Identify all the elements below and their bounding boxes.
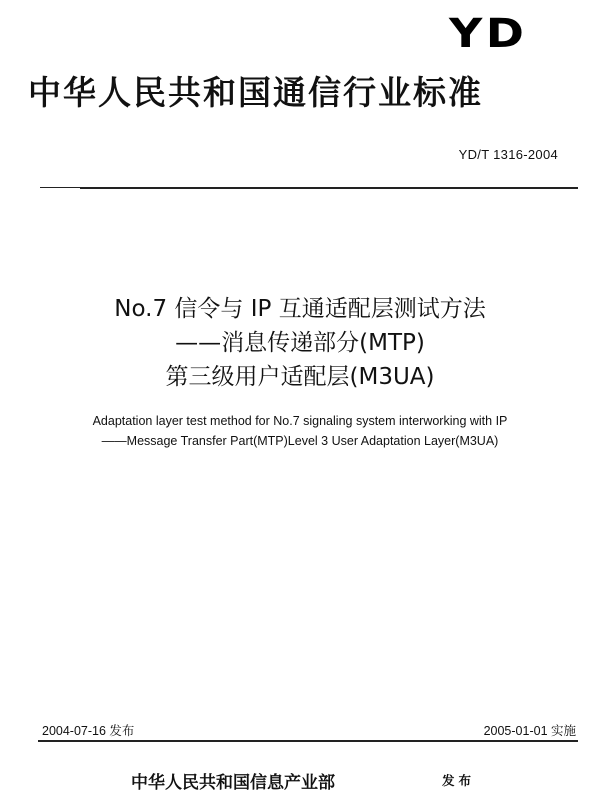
issue-date: 2004-07-16 发布 <box>42 724 135 738</box>
footer-divider <box>38 740 578 742</box>
chinese-title-line-3: 第三级用户适配层(M3UA) <box>165 364 435 390</box>
chinese-title <box>0 292 600 394</box>
publish-label: 发布 <box>442 773 476 788</box>
english-title <box>0 411 600 451</box>
yd-logo: YD <box>449 11 528 57</box>
implementation-date: 2005-01-01 实施 <box>483 724 576 738</box>
organization-title: 中华人民共和国通信行业标准 <box>28 73 483 112</box>
header-divider-gap <box>40 188 80 189</box>
publisher-name: 中华人民共和国信息产业部 <box>131 773 335 793</box>
chinese-title-line-1: No.7 信令与 IP 互通适配层测试方法 <box>114 296 486 322</box>
chinese-title-line-2: ——消息传递部分(MTP) <box>175 330 425 356</box>
english-title-line-2: ——Message Transfer Part(MTP)Level 3 User Adaptation Layer(M3UA) <box>101 434 499 448</box>
standard-code: YD/T 1316-2004 <box>458 147 558 162</box>
header-divider <box>40 187 578 189</box>
english-title-line-1: Adaptation layer test method for No.7 signaling system interworking with IP <box>92 414 508 428</box>
